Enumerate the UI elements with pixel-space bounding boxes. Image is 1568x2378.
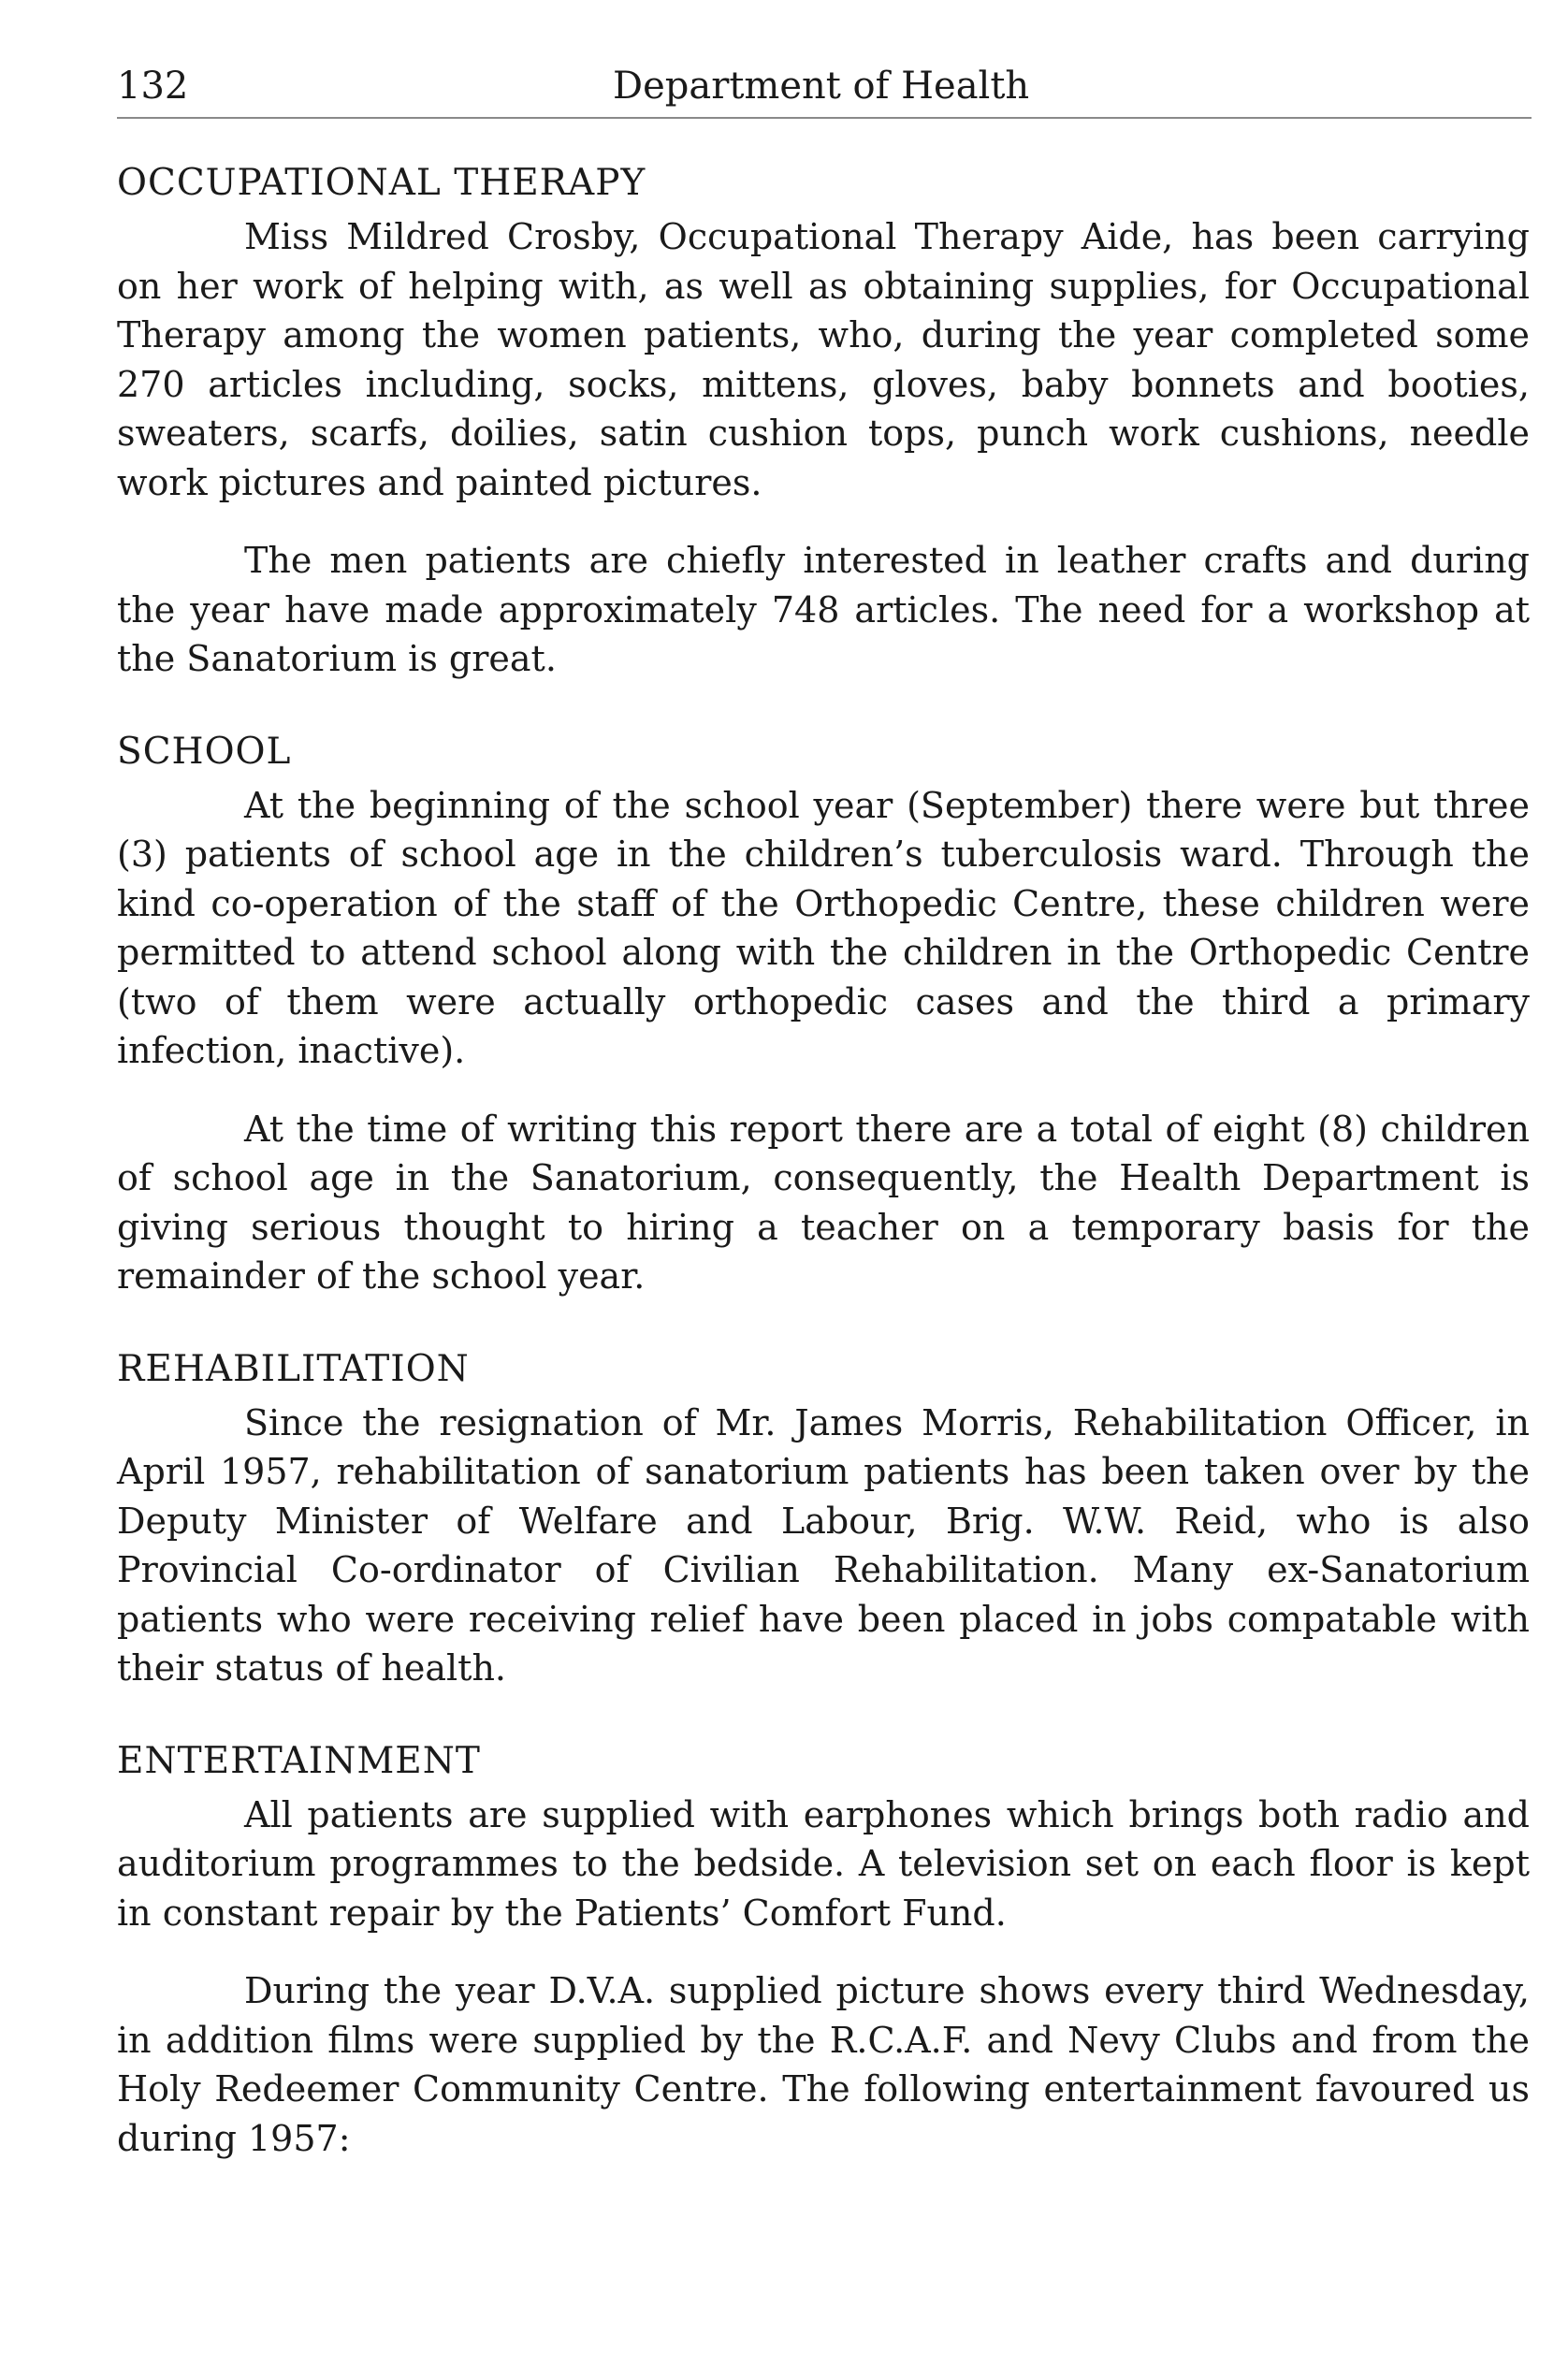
section-heading: OCCUPATIONAL THERAPY — [117, 162, 646, 204]
paragraph: At the beginning of the school year (September) there were but three (3) patients of school age in the children’s tuberculosis ward. Through the kind co-operation of the staff of the Orthopedic Centre, these children were permitted to attend school along with the children in the Orthopedic Centre (two of them were actually orthopedic cases and the third a primary infection, inactive). — [117, 784, 1530, 1071]
paragraph: All patients are supplied with earphones which brings both radio and auditorium programmes to the bedside. A television set on each floor is kept in constant repair by the Patients’ Comfort Fund. — [117, 1793, 1530, 1934]
paragraph: At the time of writing this report there are a total of eight (8) children of school age in the Sanatorium, consequently, the Health Department is giving serious thought to hiring a teacher on a temporary basis for the remainder of the school year. — [117, 1108, 1530, 1297]
paragraph: During the year D.V.A. supplied picture shows every third Wednesday, in addition films were supplied by the R.C.A.F. and Nevy Clubs and from the Holy Redeemer Community Centre. The following entertainment favoured us during 1957: — [117, 1970, 1530, 2159]
running-title: Department of Health — [613, 65, 1030, 108]
paragraph: The men patients are chiefly interested in leather crafts and during the year have made approximately 748 articles. The need for a workshop at the Sanatorium is great. — [117, 540, 1530, 679]
section-heading: REHABILITATION — [117, 1347, 470, 1390]
paragraph: Miss Mildred Crosby, Occupational Therapy Aide, has been carrying on her work of helping with, as well as obtaining supplies, for Occupational Therapy among the women patients, who, during the year completed some 270 articles including, socks, mittens, gloves, baby bonnets and booties, sweaters, scarfs, doilies, satin cushion tops, punch work cushions, needle work pictures and painted pictures. — [117, 216, 1530, 503]
section-heading: ENTERTAINMENT — [117, 1739, 481, 1782]
header-rule — [117, 117, 1532, 119]
page-header — [117, 58, 1530, 114]
paragraph: Since the resignation of Mr. James Morris, Rehabilitation Officer, in April 1957, rehabilitation of sanatorium patients has been taken over by the Deputy Minister of Welfare and Labour, Brig. W.W. Reid, who is also Provincial Co-ordinator of Civilian Rehabilitation. Many ex-Sanatorium patients who were receiving relief have been placed in jobs compatable with their status of health. — [117, 1401, 1530, 1689]
section-school — [117, 723, 1530, 1301]
section-occupational-therapy — [117, 154, 1530, 684]
page-number: 132 — [117, 65, 189, 108]
section-rehabilitation — [117, 1341, 1530, 1693]
section-heading: SCHOOL — [117, 730, 292, 773]
section-entertainment — [117, 1733, 1530, 2164]
page-content — [117, 154, 1530, 2163]
